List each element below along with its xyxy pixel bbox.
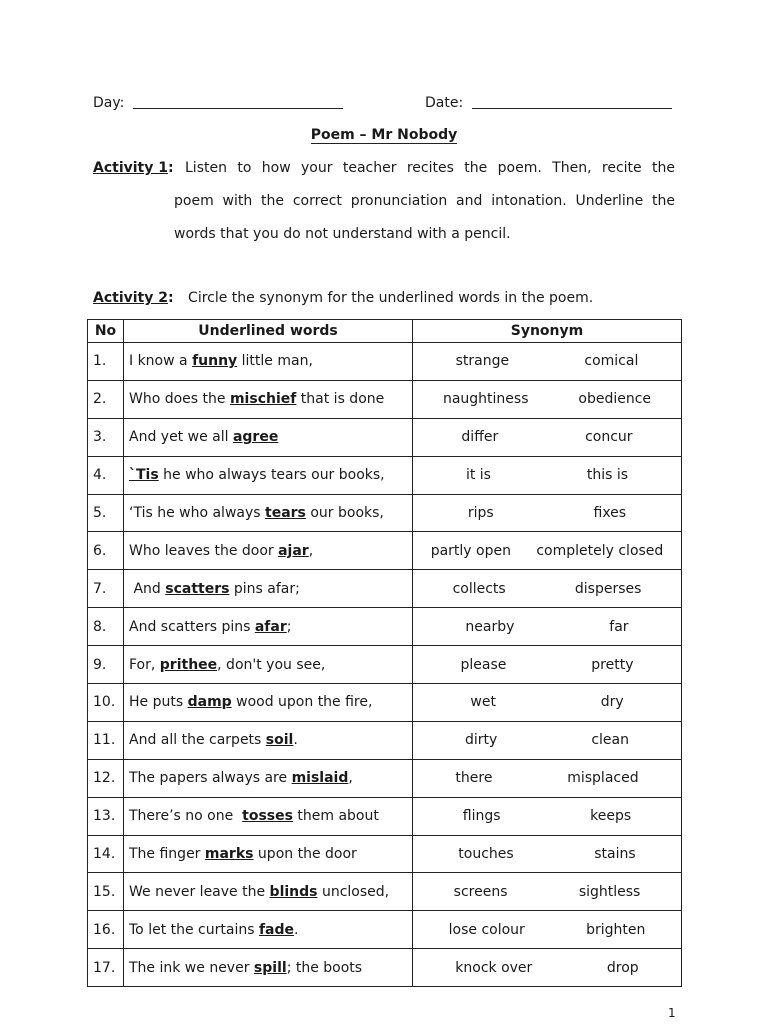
synonym-option[interactable]: wet <box>470 694 496 711</box>
poem-line-text: He puts <box>129 694 188 711</box>
table-row <box>88 456 682 494</box>
synonym-cell <box>413 797 682 835</box>
underlined-word: spill <box>253 959 287 976</box>
poem-line-text: And <box>129 580 166 597</box>
poem-line <box>124 835 413 873</box>
day-field <box>93 94 343 111</box>
activity-1-label: Activity 1: <box>93 160 174 176</box>
poem-line-text: We never leave the <box>129 883 270 900</box>
poem-line <box>124 646 413 684</box>
synonym-option[interactable]: nearby <box>465 618 515 635</box>
poem-line <box>124 418 413 456</box>
underlined-word: prithee <box>159 656 218 673</box>
poem-line-text: , <box>308 542 314 559</box>
table-row <box>88 835 682 873</box>
poem-line-text: pins afar; <box>229 580 300 597</box>
poem-line-text: And all the carpets <box>129 732 266 749</box>
poem-line-text: he who always tears our books, <box>158 467 385 484</box>
poem-line-text: And scatters pins <box>129 618 255 635</box>
row-number: 5. <box>88 494 124 532</box>
poem-line-text: upon the door <box>253 846 357 863</box>
synonym-option[interactable]: knock over <box>455 959 533 976</box>
underlined-word: agree <box>232 429 279 446</box>
synonym-option[interactable]: drop <box>606 959 639 976</box>
poem-line <box>124 911 413 949</box>
synonym-option[interactable]: comical <box>584 353 639 370</box>
poem-line <box>124 380 413 418</box>
poem-line <box>124 873 413 911</box>
row-number: 4. <box>88 456 124 494</box>
row-number: 2. <box>88 380 124 418</box>
underlined-word: ajar <box>278 542 309 559</box>
poem-line-text: our books, <box>305 505 384 521</box>
underlined-word: soil <box>265 732 294 749</box>
row-number: 13. <box>88 797 124 835</box>
synonym-option[interactable]: partly open <box>430 542 511 559</box>
poem-line-text: The ink we never <box>129 959 254 976</box>
poem-line <box>124 494 413 532</box>
poem-line-text: ; the boots <box>286 959 363 976</box>
row-number: 16. <box>88 911 124 949</box>
synonym-cell <box>413 684 682 722</box>
poem-line-text: Who leaves the door <box>129 542 279 559</box>
activity-1-line: poem with the correct pronunciation and intonation. Underline the <box>174 193 675 209</box>
synonym-option[interactable]: strange <box>455 353 510 370</box>
synonym-cell <box>413 456 682 494</box>
row-number: 11. <box>88 721 124 759</box>
poem-line <box>124 797 413 835</box>
day-label: Day: <box>93 95 125 111</box>
poem-line-text: . <box>293 732 298 749</box>
synonym-cell <box>413 721 682 759</box>
poem-line <box>124 343 413 381</box>
synonym-option[interactable]: rips <box>467 505 494 521</box>
underlined-word: blinds <box>269 883 318 900</box>
table-row <box>88 570 682 608</box>
table-row <box>88 759 682 797</box>
row-number: 3. <box>88 418 124 456</box>
synonym-option[interactable]: disperses <box>574 580 642 597</box>
col-header-no: No <box>88 320 124 343</box>
row-number: 7. <box>88 570 124 608</box>
synonym-option[interactable]: please <box>460 656 507 673</box>
poem-line <box>124 721 413 759</box>
synonym-option[interactable]: stains <box>594 846 636 863</box>
day-blank[interactable] <box>133 94 343 109</box>
synonym-option[interactable]: touches <box>458 846 514 863</box>
table-row <box>88 494 682 532</box>
table-row <box>88 418 682 456</box>
underlined-word: tears <box>265 505 306 521</box>
underlined-word: tosses <box>242 808 293 825</box>
table-row <box>88 380 682 418</box>
synonym-option[interactable]: this is <box>586 467 629 484</box>
poem-line-text: unclosed, <box>317 883 390 900</box>
synonym-cell <box>413 608 682 646</box>
synonym-option[interactable]: sightless <box>578 883 641 900</box>
synonym-option[interactable]: clean <box>591 732 629 749</box>
underlined-word: funny <box>192 353 238 370</box>
poem-line-text: , don't you see, <box>217 656 326 673</box>
synonym-option[interactable]: keeps <box>590 808 632 825</box>
synonym-option[interactable]: misplaced <box>567 770 639 787</box>
synonym-option[interactable]: naughtiness <box>442 391 529 408</box>
synonym-option[interactable]: screens <box>453 883 508 900</box>
poem-line-text: ‘Tis he who always <box>129 505 266 521</box>
synonym-option[interactable]: fixes <box>593 505 627 521</box>
synonym-option[interactable]: it is <box>465 467 491 484</box>
poem-line-text: The papers always are <box>129 770 292 787</box>
row-number: 10. <box>88 684 124 722</box>
synonym-table <box>87 319 682 987</box>
poem-line-text: wood upon the fire, <box>231 694 373 711</box>
synonym-option[interactable]: concur <box>585 429 633 446</box>
row-number: 15. <box>88 873 124 911</box>
poem-line-text: , <box>348 770 353 787</box>
table-row <box>88 949 682 987</box>
underlined-word: mislaid <box>291 770 349 787</box>
synonym-option[interactable]: flings <box>462 808 501 825</box>
underlined-word: mischief <box>229 391 297 408</box>
table-header-row <box>88 320 682 343</box>
poem-line <box>124 456 413 494</box>
synonym-option[interactable]: dry <box>600 694 624 711</box>
poem-line-text: . <box>294 921 299 938</box>
date-label: Date: <box>425 95 464 111</box>
date-field <box>425 94 672 111</box>
table-row <box>88 721 682 759</box>
synonym-cell <box>413 873 682 911</box>
page-number: 1 <box>668 1006 676 1020</box>
table-row <box>88 646 682 684</box>
underlined-word: fade <box>258 921 295 938</box>
synonym-cell <box>413 949 682 987</box>
poem-line-text: For, <box>129 656 160 673</box>
underlined-word: marks <box>204 846 254 863</box>
activity-1-line: Listen to how your teacher recites the poem. Then, recite the <box>185 160 675 176</box>
poem-line <box>124 532 413 570</box>
synonym-option[interactable]: pretty <box>591 656 634 673</box>
poem-line-text: To let the curtains <box>129 921 259 938</box>
table-row <box>88 873 682 911</box>
synonym-option[interactable]: lose colour <box>448 921 525 938</box>
poem-line-text: And yet we all <box>129 429 233 446</box>
synonym-cell <box>413 343 682 381</box>
poem-line <box>124 949 413 987</box>
poem-line-text: ; <box>286 618 292 635</box>
synonym-cell <box>413 570 682 608</box>
row-number: 12. <box>88 759 124 797</box>
row-number: 9. <box>88 646 124 684</box>
poem-line <box>124 570 413 608</box>
underlined-word: afar <box>254 618 287 635</box>
row-number: 17. <box>88 949 124 987</box>
table-row <box>88 911 682 949</box>
synonym-option[interactable]: dirty <box>465 732 498 749</box>
synonym-option[interactable]: collects <box>452 580 506 597</box>
poem-line-text: them about <box>292 808 379 825</box>
row-number: 14. <box>88 835 124 873</box>
poem-line-text: little man, <box>237 353 313 370</box>
row-number: 1. <box>88 343 124 381</box>
page-title: Poem – Mr Nobody <box>310 127 458 143</box>
activity-1-line: words that you do not understand with a pencil. <box>174 226 511 242</box>
poem-line-text: Who does the <box>129 391 230 408</box>
date-blank[interactable] <box>472 94 672 109</box>
table-row <box>88 797 682 835</box>
poem-line <box>124 759 413 797</box>
synonym-cell <box>413 835 682 873</box>
synonym-cell <box>413 646 682 684</box>
poem-line <box>124 608 413 646</box>
synonym-cell <box>413 380 682 418</box>
poem-line-text: There’s no one <box>129 808 243 825</box>
synonym-option[interactable]: brighten <box>586 921 646 938</box>
table-row <box>88 343 682 381</box>
synonym-cell <box>413 759 682 797</box>
poem-line-text: I know a <box>129 353 193 370</box>
col-header-synonym: Synonym <box>413 320 682 343</box>
row-number: 6. <box>88 532 124 570</box>
underlined-word: scatters <box>165 580 230 597</box>
poem-line-text: that is done <box>296 391 385 408</box>
synonym-cell <box>413 494 682 532</box>
synonym-option[interactable]: obedience <box>578 391 652 408</box>
synonym-option[interactable]: far <box>609 618 629 635</box>
activity-2: Activity 2: Circle the synonym for the underlined words in the poem. <box>93 290 594 306</box>
poem-line <box>124 684 413 722</box>
table-row <box>88 608 682 646</box>
synonym-cell <box>413 532 682 570</box>
underlined-word: damp <box>187 694 232 711</box>
activity-2-instruction: Circle the synonym for the underlined words in the poem. <box>188 290 594 306</box>
synonym-option[interactable]: there <box>455 770 493 787</box>
table-row <box>88 532 682 570</box>
underlined-word: `Tis <box>129 467 159 484</box>
synonym-option[interactable]: completely closed <box>536 542 664 559</box>
row-number: 8. <box>88 608 124 646</box>
synonym-option[interactable]: differ <box>461 429 499 446</box>
col-header-underlined-words: Underlined words <box>124 320 413 343</box>
poem-line-text: The finger <box>129 846 205 863</box>
table-row <box>88 684 682 722</box>
synonym-cell <box>413 418 682 456</box>
activity-2-label: Activity 2 <box>93 290 168 306</box>
synonym-cell <box>413 911 682 949</box>
